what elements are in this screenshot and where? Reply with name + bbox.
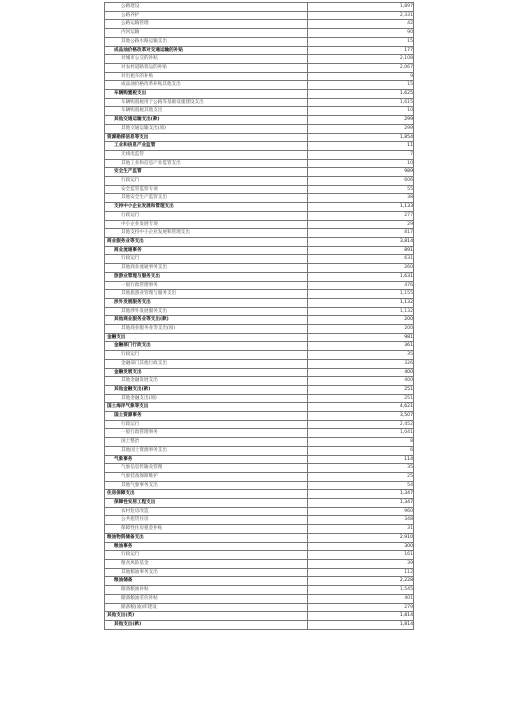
item-name-cell: 行政运行 xyxy=(105,551,308,560)
table-row xyxy=(105,455,414,464)
amount-cell: 1,814 xyxy=(308,612,414,621)
table-row xyxy=(105,90,414,99)
amount-cell: 299 xyxy=(308,124,414,133)
amount-cell: 7 xyxy=(308,150,414,159)
amount-cell: 279 xyxy=(308,603,414,612)
item-name-cell: 一般行政管理事务 xyxy=(105,281,308,290)
table-row xyxy=(105,3,414,12)
amount-cell: 2,228 xyxy=(308,577,414,586)
amount-cell: 38 xyxy=(308,194,414,203)
item-name-cell: 行政运行 xyxy=(105,351,308,360)
item-name-cell: 行政运行 xyxy=(105,177,308,186)
table-row xyxy=(105,429,414,438)
item-name-cell: 安全监管监察专项 xyxy=(105,185,308,194)
table-row xyxy=(105,507,414,516)
item-name-cell: 涉外发展服务支出 xyxy=(105,298,308,307)
table-row xyxy=(105,342,414,351)
item-name-cell: 对农村道路客运的补贴 xyxy=(105,63,308,72)
table-row xyxy=(105,385,414,394)
table-row xyxy=(105,516,414,525)
table-row xyxy=(105,124,414,133)
amount-cell: 1,631 xyxy=(308,272,414,281)
amount-cell: 4,621 xyxy=(308,403,414,412)
amount-cell: 1,545 xyxy=(308,586,414,595)
table-row xyxy=(105,177,414,186)
item-name-cell: 农村危房改造 xyxy=(105,507,308,516)
expenditure-table xyxy=(104,2,414,630)
table-row xyxy=(105,237,414,246)
item-name-cell: 金融支出 xyxy=(105,333,308,342)
table-row xyxy=(105,438,414,447)
amount-cell: 476 xyxy=(308,281,414,290)
amount-cell: 2,331 xyxy=(308,11,414,20)
table-row xyxy=(105,159,414,168)
table-row xyxy=(105,46,414,55)
amount-cell: 401 xyxy=(308,594,414,603)
table-row xyxy=(105,272,414,281)
table-row xyxy=(105,333,414,342)
table-row xyxy=(105,298,414,307)
amount-cell: 1,615 xyxy=(308,98,414,107)
amount-cell: 90 xyxy=(308,29,414,38)
item-name-cell: 其他金融支出(款) xyxy=(105,385,308,394)
amount-cell: 29 xyxy=(308,220,414,229)
table-row xyxy=(105,246,414,255)
table-row xyxy=(105,307,414,316)
amount-cell: 54 xyxy=(308,481,414,490)
amount-cell: 25 xyxy=(308,472,414,481)
amount-cell: 960 xyxy=(308,507,414,516)
amount-cell: 1,347 xyxy=(308,490,414,499)
table-row xyxy=(105,533,414,542)
amount-cell: 361 xyxy=(308,342,414,351)
amount-cell: 112 xyxy=(308,568,414,577)
table-row xyxy=(105,72,414,81)
item-name-cell: 储备粮油差价补贴 xyxy=(105,594,308,603)
table-row xyxy=(105,568,414,577)
item-name-cell: 其他商业服务业等支出(款) xyxy=(105,316,308,325)
amount-cell: 251 xyxy=(308,394,414,403)
amount-cell: 251 xyxy=(308,385,414,394)
table-row xyxy=(105,220,414,229)
table-row xyxy=(105,168,414,177)
table-row xyxy=(105,116,414,125)
table-row xyxy=(105,11,414,20)
table-row xyxy=(105,325,414,334)
amount-cell: 631 xyxy=(308,255,414,264)
item-name-cell: 保障性住房租金补贴 xyxy=(105,525,308,534)
amount-cell: 300 xyxy=(308,542,414,551)
table-row xyxy=(105,211,414,220)
amount-cell: 31 xyxy=(308,525,414,534)
amount-cell: 2,452 xyxy=(308,420,414,429)
item-name-cell: 车辆购置税其他支出 xyxy=(105,107,308,116)
table-row xyxy=(105,20,414,29)
amount-cell: 1,133 xyxy=(308,203,414,212)
amount-cell: 200 xyxy=(308,325,414,334)
item-name-cell: 商业流通事务 xyxy=(105,246,308,255)
amount-cell: 1,897 xyxy=(308,3,414,12)
item-name-cell: 其他工业和信息产业监管支出 xyxy=(105,159,308,168)
amount-cell: 200 xyxy=(308,316,414,325)
item-name-cell: 对城市公交的补贴 xyxy=(105,55,308,64)
item-name-cell: 其他金融发展支出 xyxy=(105,377,308,386)
amount-cell: 3,814 xyxy=(308,237,414,246)
item-name-cell: 其他支出(类) xyxy=(105,612,308,621)
item-name-cell: 行政运行 xyxy=(105,420,308,429)
item-name-cell: 其他气象事务支出 xyxy=(105,481,308,490)
amount-cell: 2,910 xyxy=(308,533,414,542)
item-name-cell: 其他粮油事务支出 xyxy=(105,568,308,577)
item-name-cell: 其他支出(款) xyxy=(105,620,308,629)
table-row xyxy=(105,142,414,151)
table-row xyxy=(105,229,414,238)
amount-cell: 1,854 xyxy=(308,133,414,142)
table-row xyxy=(105,560,414,569)
amount-cell: 606 xyxy=(308,177,414,186)
item-name-cell: 无线电监管 xyxy=(105,150,308,159)
amount-cell: 55 xyxy=(308,185,414,194)
table-row xyxy=(105,290,414,299)
amount-cell: 981 xyxy=(308,333,414,342)
amount-cell: 1,041 xyxy=(308,429,414,438)
item-name-cell: 支持中小企业发展和管理支出 xyxy=(105,203,308,212)
item-name-cell: 其他支持中小企业发展和管理支出 xyxy=(105,229,308,238)
table-row xyxy=(105,551,414,560)
amount-cell: 299 xyxy=(308,116,414,125)
item-name-cell: 其他国土资源事务支出 xyxy=(105,446,308,455)
amount-cell: 10 xyxy=(308,107,414,116)
table-row xyxy=(105,150,414,159)
item-name-cell: 行政运行 xyxy=(105,211,308,220)
table-row xyxy=(105,351,414,360)
table-row xyxy=(105,481,414,490)
table-row xyxy=(105,359,414,368)
table-row xyxy=(105,255,414,264)
table-row xyxy=(105,63,414,72)
amount-cell: 400 xyxy=(308,377,414,386)
table-row xyxy=(105,55,414,64)
amount-cell: 15 xyxy=(308,81,414,90)
item-name-cell: 保障性安居工程支出 xyxy=(105,499,308,508)
item-name-cell: 公路运输管理 xyxy=(105,20,308,29)
table-row xyxy=(105,412,414,421)
amount-cell: 348 xyxy=(308,516,414,525)
table-row xyxy=(105,29,414,38)
amount-cell: 177 xyxy=(308,46,414,55)
amount-cell: 39 xyxy=(308,560,414,569)
amount-cell: 817 xyxy=(308,229,414,238)
item-name-cell: 其他商业流通事务支出 xyxy=(105,264,308,273)
table-row xyxy=(105,316,414,325)
item-name-cell: 其他交通运输支出(款) xyxy=(105,116,308,125)
table-row xyxy=(105,603,414,612)
item-name-cell: 住房保障支出 xyxy=(105,490,308,499)
item-name-cell: 其他公路水路运输支出 xyxy=(105,37,308,46)
table-row xyxy=(105,394,414,403)
amount-cell: 326 xyxy=(308,359,414,368)
amount-cell: 1,155 xyxy=(308,290,414,299)
item-name-cell: 成品油价格改革对交通运输的补贴 xyxy=(105,46,308,55)
amount-cell: 8 xyxy=(308,438,414,447)
amount-cell: 260 xyxy=(308,264,414,273)
item-name-cell: 其他涉外发展服务支出 xyxy=(105,307,308,316)
table-row xyxy=(105,368,414,377)
amount-cell: 1,132 xyxy=(308,298,414,307)
item-name-cell: 资源勘探信息等支出 xyxy=(105,133,308,142)
item-name-cell: 粮油储备 xyxy=(105,577,308,586)
item-name-cell: 国土整治 xyxy=(105,438,308,447)
amount-cell: 2,108 xyxy=(308,55,414,64)
amount-cell: 35 xyxy=(308,464,414,473)
item-name-cell: 金融部门其他行政支出 xyxy=(105,359,308,368)
item-name-cell: 公共租赁住房 xyxy=(105,516,308,525)
item-name-cell: 其他金融支出(项) xyxy=(105,394,308,403)
item-name-cell: 储备粮油补贴 xyxy=(105,586,308,595)
table-row xyxy=(105,525,414,534)
item-name-cell: 公路建设 xyxy=(105,3,308,12)
amount-cell: 6 xyxy=(308,446,414,455)
table-row xyxy=(105,203,414,212)
amount-cell: 2,067 xyxy=(308,63,414,72)
table-row xyxy=(105,377,414,386)
amount-cell: 1,132 xyxy=(308,307,414,316)
table-row xyxy=(105,464,414,473)
item-name-cell: 一般行政管理事务 xyxy=(105,429,308,438)
amount-cell: 277 xyxy=(308,211,414,220)
amount-cell: 989 xyxy=(308,168,414,177)
amount-cell: 400 xyxy=(308,368,414,377)
item-name-cell: 粮油物资储备支出 xyxy=(105,533,308,542)
table-row xyxy=(105,194,414,203)
amount-cell: 35 xyxy=(308,351,414,360)
table-row xyxy=(105,281,414,290)
table-row xyxy=(105,420,414,429)
item-name-cell: 成品油价格改革补贴其他支出 xyxy=(105,81,308,90)
item-name-cell: 内河运输 xyxy=(105,29,308,38)
item-name-cell: 国土海洋气象等支出 xyxy=(105,403,308,412)
table-row xyxy=(105,107,414,116)
table-row xyxy=(105,612,414,621)
amount-cell: 9 xyxy=(308,72,414,81)
table-row xyxy=(105,81,414,90)
item-name-cell: 粮油事务 xyxy=(105,542,308,551)
table-row xyxy=(105,403,414,412)
item-name-cell: 其他商业服务业等支出(项) xyxy=(105,325,308,334)
amount-cell: 1,347 xyxy=(308,499,414,508)
table-row xyxy=(105,446,414,455)
table-row xyxy=(105,133,414,142)
amount-cell: 15 xyxy=(308,37,414,46)
item-name-cell: 其他交通运输支出(项) xyxy=(105,124,308,133)
item-name-cell: 工业和信息产业监管 xyxy=(105,142,308,151)
amount-cell: 3,507 xyxy=(308,412,414,421)
item-name-cell: 行政运行 xyxy=(105,255,308,264)
item-name-cell: 气象信息传输及管理 xyxy=(105,464,308,473)
table-row xyxy=(105,542,414,551)
item-name-cell: 储备粮(油)库建设 xyxy=(105,603,308,612)
item-name-cell: 商业服务业等支出 xyxy=(105,237,308,246)
amount-cell: 114 xyxy=(308,455,414,464)
item-name-cell: 气象事务 xyxy=(105,455,308,464)
table-row xyxy=(105,98,414,107)
amount-cell: 42 xyxy=(308,20,414,29)
table-row xyxy=(105,490,414,499)
table-row xyxy=(105,37,414,46)
item-name-cell: 其他旅游业管理与服务支出 xyxy=(105,290,308,299)
table-row xyxy=(105,594,414,603)
item-name-cell: 安全生产监管 xyxy=(105,168,308,177)
table-row xyxy=(105,499,414,508)
table-row xyxy=(105,472,414,481)
item-name-cell: 其他安全生产监管支出 xyxy=(105,194,308,203)
table-row xyxy=(105,577,414,586)
table-row xyxy=(105,586,414,595)
item-name-cell: 车辆购置税用于公路等基础设施建设支出 xyxy=(105,98,308,107)
item-name-cell: 金融发展支出 xyxy=(105,368,308,377)
item-name-cell: 公路养护 xyxy=(105,11,308,20)
item-name-cell: 国土资源事务 xyxy=(105,412,308,421)
table-row xyxy=(105,620,414,629)
item-name-cell: 金融部门行政支出 xyxy=(105,342,308,351)
item-name-cell: 车辆购置税支出 xyxy=(105,90,308,99)
amount-cell: 891 xyxy=(308,246,414,255)
amount-cell: 161 xyxy=(308,551,414,560)
item-name-cell: 对出租车的补贴 xyxy=(105,72,308,81)
amount-cell: 1,814 xyxy=(308,620,414,629)
amount-cell: 10 xyxy=(308,159,414,168)
item-name-cell: 旅游业管理与服务支出 xyxy=(105,272,308,281)
item-name-cell: 粮食风险基金 xyxy=(105,560,308,569)
table-row xyxy=(105,264,414,273)
table-row xyxy=(105,185,414,194)
item-name-cell: 中小企业发展专项 xyxy=(105,220,308,229)
amount-cell: 11 xyxy=(308,142,414,151)
item-name-cell: 气象装备保障维护 xyxy=(105,472,308,481)
amount-cell: 1,625 xyxy=(308,90,414,99)
